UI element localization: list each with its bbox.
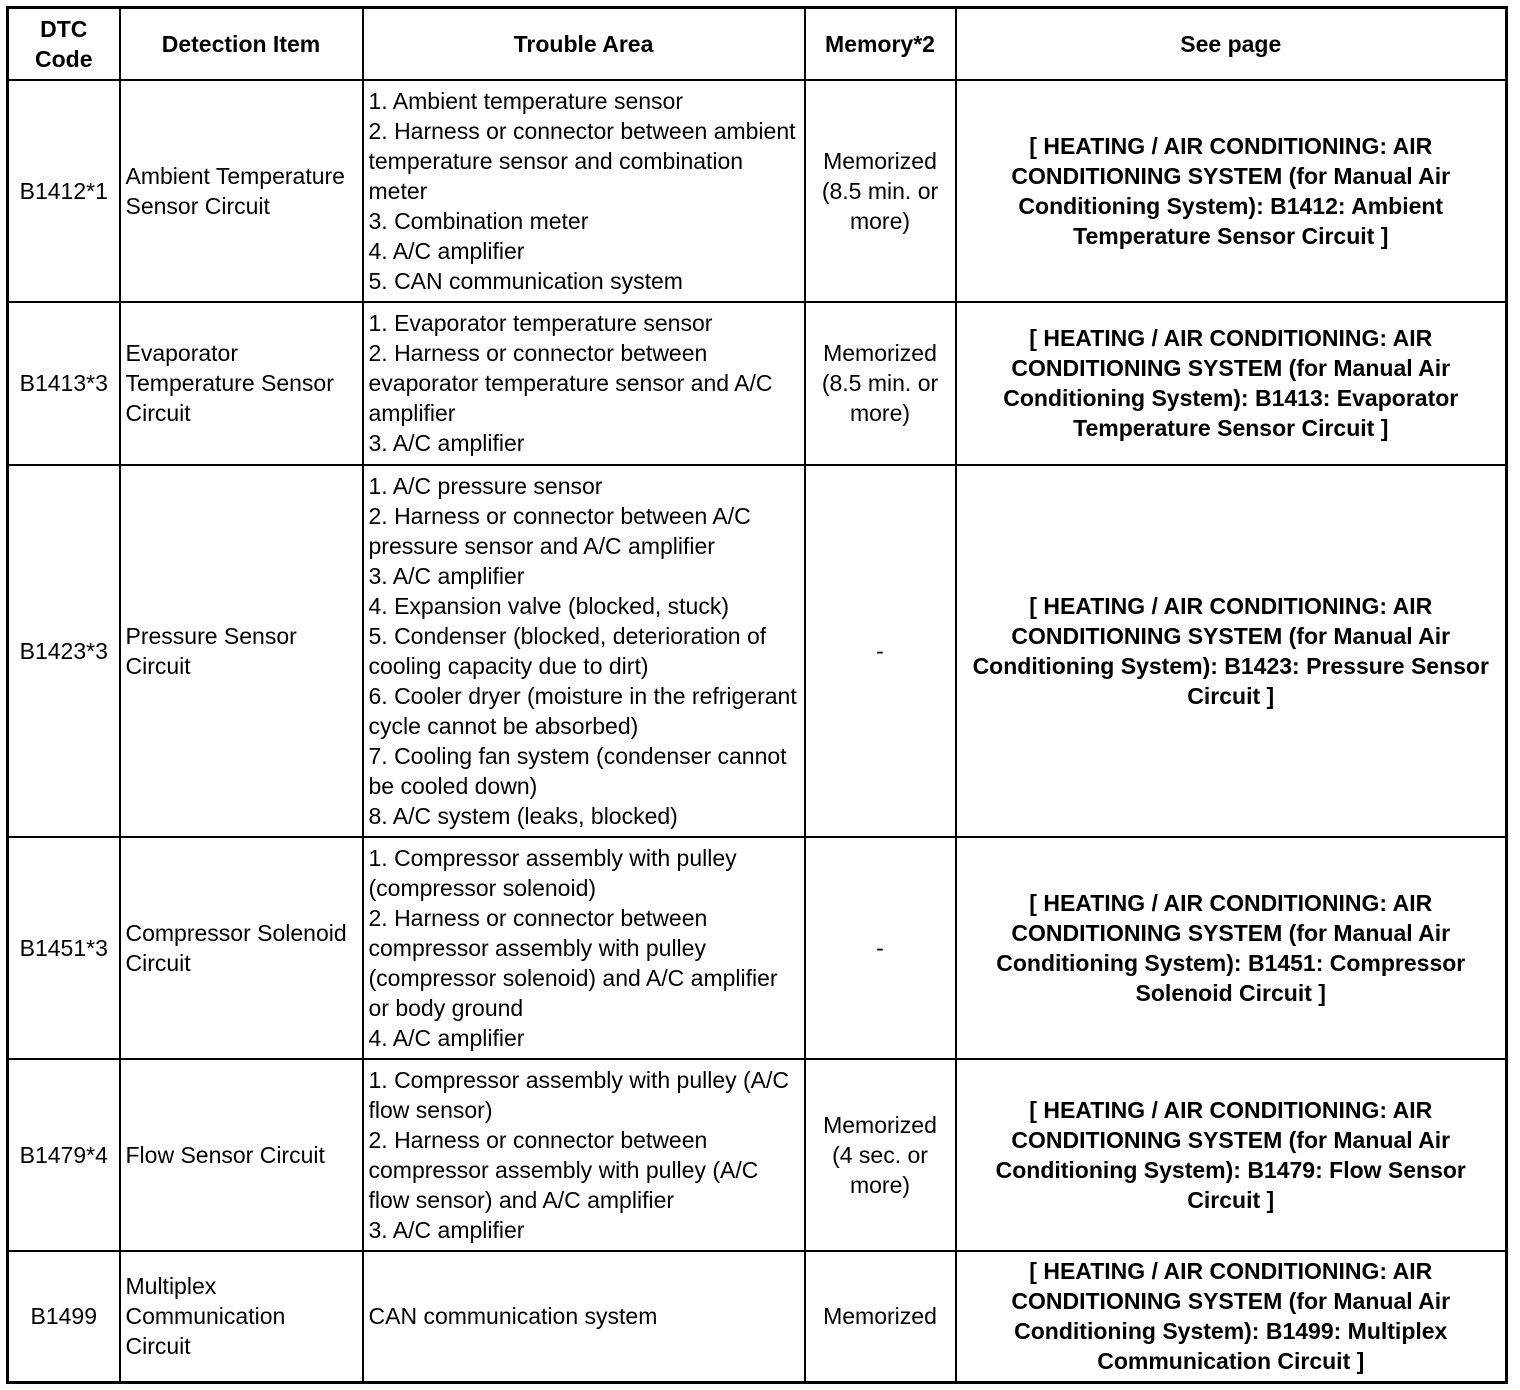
detection-item-cell: Multiplex Communication Circuit: [120, 1251, 363, 1383]
see-page-link[interactable]: [ HEATING / AIR CONDITIONING: AIR CONDITIONING SYSTEM (for Manual Air Conditioning System): B1412: Ambient Temperature Sensor Circuit ]: [956, 80, 1507, 302]
detection-item-cell: Evaporator Temperature Sensor Circuit: [120, 302, 363, 465]
table-row: [8, 465, 1507, 837]
see-page-link[interactable]: [ HEATING / AIR CONDITIONING: AIR CONDITIONING SYSTEM (for Manual Air Conditioning System): B1499: Multiplex Communication Circuit ]: [956, 1251, 1507, 1383]
trouble-area-cell: [363, 465, 805, 837]
trouble-area-line: 8. A/C system (leaks, blocked): [368, 802, 678, 829]
detection-item-cell: Flow Sensor Circuit: [120, 1059, 363, 1251]
trouble-area-line: 1. A/C pressure sensor: [368, 472, 603, 499]
dtc-code-cell: B1423*3: [8, 465, 120, 837]
trouble-area-cell: [363, 1251, 805, 1383]
header-trouble-area: Trouble Area: [363, 8, 805, 80]
see-page-link[interactable]: [ HEATING / AIR CONDITIONING: AIR CONDITIONING SYSTEM (for Manual Air Conditioning System): B1413: Evaporator Temperature Sensor Circuit ]: [956, 302, 1507, 465]
dtc-code-cell: B1451*3: [8, 837, 120, 1059]
trouble-area-line: 4. A/C amplifier: [368, 1024, 525, 1051]
dtc-table: [6, 6, 1508, 1384]
trouble-area-line: 1. Evaporator temperature sensor: [368, 310, 713, 336]
table-row: [8, 302, 1507, 465]
trouble-area-line: 5. CAN communication system: [368, 267, 683, 294]
trouble-area-line: 1. Ambient temperature sensor: [368, 87, 683, 114]
trouble-area-line: 4. A/C amplifier: [368, 237, 525, 264]
dtc-code-cell: B1413*3: [8, 302, 120, 465]
trouble-area-cell: [363, 80, 805, 302]
dtc-code-cell: B1499: [8, 1251, 120, 1383]
trouble-area-line: 1. Compressor assembly with pulley (A/C flow sensor): [368, 1066, 790, 1123]
trouble-area-line: 3. Combination meter: [368, 207, 589, 234]
header-memory: Memory*2: [805, 8, 956, 80]
table-row: [8, 1059, 1507, 1251]
trouble-area-line: 2. Harness or connector between compressor assembly with pulley (A/C flow sensor) and A/C amplifier: [368, 1126, 759, 1213]
dtc-code-cell: B1412*1: [8, 80, 120, 302]
trouble-area-line: 2. Harness or connector between evaporator temperature sensor and A/C amplifier: [368, 340, 773, 426]
memory-cell: -: [805, 837, 956, 1059]
trouble-area-line: 2. Harness or connector between compressor assembly with pulley (compressor solenoid) and A/C amplifier or body ground: [368, 904, 778, 1021]
trouble-area-cell: [363, 837, 805, 1059]
see-page-link[interactable]: [ HEATING / AIR CONDITIONING: AIR CONDITIONING SYSTEM (for Manual Air Conditioning System): B1479: Flow Sensor Circuit ]: [956, 1059, 1507, 1251]
table-row: [8, 1251, 1507, 1383]
memory-cell: Memorized (8.5 min. or more): [805, 80, 956, 302]
trouble-area-cell: [363, 1059, 805, 1251]
detection-item-cell: Compressor Solenoid Circuit: [120, 837, 363, 1059]
header-dtc-code: DTC Code: [8, 8, 120, 80]
trouble-area-line: 6. Cooler dryer (moisture in the refrigerant cycle cannot be absorbed): [368, 682, 797, 739]
trouble-area-line: 5. Condenser (blocked, deterioration of cooling capacity due to dirt): [368, 622, 767, 679]
trouble-area-line: 1. Compressor assembly with pulley (compressor solenoid): [368, 844, 737, 901]
see-page-link[interactable]: [ HEATING / AIR CONDITIONING: AIR CONDITIONING SYSTEM (for Manual Air Conditioning System): B1423: Pressure Sensor Circuit ]: [956, 465, 1507, 837]
trouble-area-line: 3. A/C amplifier: [368, 430, 525, 456]
trouble-area-line: 4. Expansion valve (blocked, stuck): [368, 592, 730, 619]
header-row: [8, 8, 1507, 80]
header-detection-item: Detection Item: [120, 8, 363, 80]
trouble-area-line: 7. Cooling fan system (condenser cannot be cooled down): [368, 742, 787, 799]
detection-item-cell: Pressure Sensor Circuit: [120, 465, 363, 837]
trouble-area-line: 2. Harness or connector between ambient temperature sensor and combination meter: [368, 117, 796, 204]
memory-cell: Memorized (8.5 min. or more): [805, 302, 956, 465]
trouble-area-line: 2. Harness or connector between A/C pressure sensor and A/C amplifier: [368, 502, 751, 559]
trouble-area-line: 3. A/C amplifier: [368, 562, 525, 589]
trouble-area-line: 3. A/C amplifier: [368, 1216, 525, 1243]
dtc-code-cell: B1479*4: [8, 1059, 120, 1251]
trouble-area-line: CAN communication system: [368, 1303, 658, 1330]
header-see-page: See page: [956, 8, 1507, 80]
detection-item-cell: Ambient Temperature Sensor Circuit: [120, 80, 363, 302]
table-row: [8, 837, 1507, 1059]
memory-cell: Memorized: [805, 1251, 956, 1383]
memory-cell: -: [805, 465, 956, 837]
memory-cell: Memorized (4 sec. or more): [805, 1059, 956, 1251]
see-page-link[interactable]: [ HEATING / AIR CONDITIONING: AIR CONDITIONING SYSTEM (for Manual Air Conditioning System): B1451: Compressor Solenoid Circuit ]: [956, 837, 1507, 1059]
table-row: [8, 80, 1507, 302]
trouble-area-cell: [363, 302, 805, 465]
